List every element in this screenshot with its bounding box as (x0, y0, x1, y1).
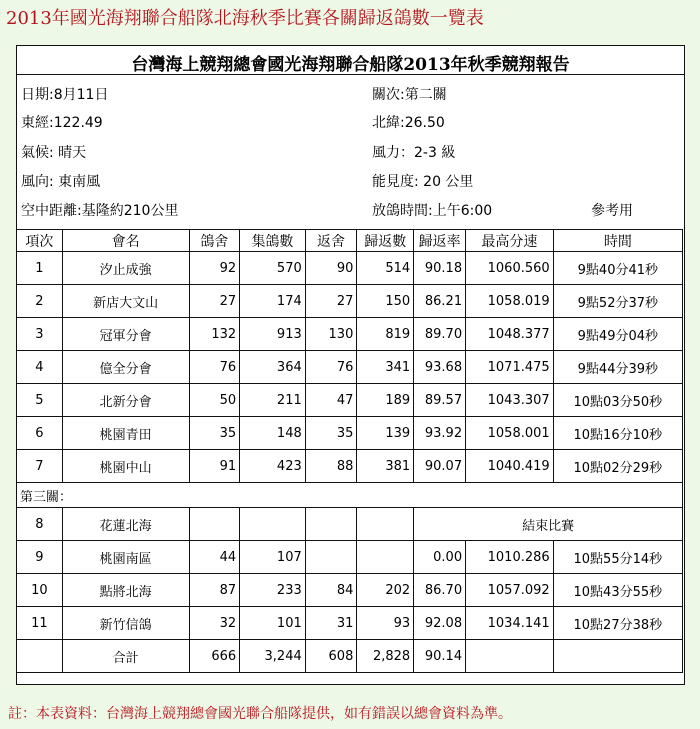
cell-name: 冠軍分會 (62, 318, 189, 351)
longitude-text: 東經:122.49 (21, 115, 103, 131)
cell-returned: 93 (357, 607, 414, 640)
cell-rate: 90.07 (414, 450, 466, 483)
cell-time: 9點40分41秒 (553, 252, 682, 285)
table-row (17, 541, 683, 574)
cell-rate: 89.70 (414, 318, 466, 351)
header-time: 時間 (553, 230, 682, 252)
cell-returned-lofts: 130 (305, 318, 357, 351)
cell-speed: 1048.377 (466, 318, 554, 351)
total-row (17, 640, 683, 673)
distance-text: 空中距離:基隆約210公里 (21, 203, 179, 219)
cell-returned: 139 (357, 417, 414, 450)
cell-pigeons: 570 (240, 252, 306, 285)
cell-returned: 189 (357, 384, 414, 417)
divider (17, 74, 684, 75)
cell-no: 4 (17, 351, 63, 384)
cell-returned-lofts: 90 (305, 252, 357, 285)
table-row (17, 508, 683, 541)
table-row (17, 384, 683, 417)
cell-name: 汐止成強 (62, 252, 189, 285)
cell-speed: 1057.092 (466, 574, 554, 607)
weather-text: 氣候: 晴天 (21, 145, 87, 161)
cell-name: 新店大文山 (62, 285, 189, 318)
cell-no (17, 640, 63, 673)
visibility-text: 能見度: 20 公里 (372, 174, 474, 190)
cell-speed (466, 640, 554, 673)
header-lofts: 鴿舍 (189, 230, 240, 252)
cell-time: 10點55分14秒 (553, 541, 682, 574)
cell-lofts: 50 (189, 384, 240, 417)
cell-no: 7 (17, 450, 63, 483)
footnote: 註：本表資料：台灣海上競翔總會國光聯合船隊提供，如有錯誤以總會資料為準。 (8, 706, 512, 722)
cell-pigeons: 364 (240, 351, 306, 384)
cell-returned (357, 541, 414, 574)
cell-returned (357, 508, 414, 541)
cell-speed: 1058.019 (466, 285, 554, 318)
cell-rate: 93.92 (414, 417, 466, 450)
header-returned-lofts: 返舍 (305, 230, 357, 252)
cell-returned: 150 (357, 285, 414, 318)
table-row (17, 252, 683, 285)
cell-speed: 1058.001 (466, 417, 554, 450)
header-speed: 最高分速 (466, 230, 554, 252)
cell-pigeons: 233 (240, 574, 306, 607)
cell-speed: 1060.560 (466, 252, 554, 285)
cell-no: 9 (17, 541, 63, 574)
cell-name: 億全分會 (62, 351, 189, 384)
cell-no: 1 (17, 252, 63, 285)
cell-returned: 341 (357, 351, 414, 384)
total-returned: 2,828 (357, 640, 414, 673)
cell-returned-lofts (305, 541, 357, 574)
cell-name: 桃園南區 (62, 541, 189, 574)
release-time-text: 放鴿時間:上午6:00 (372, 203, 493, 219)
table-row (17, 318, 683, 351)
report-title: 台灣海上競翔總會國光海翔聯合船隊2013年秋季競翔報告 (131, 55, 570, 75)
cell-rate: 90.18 (414, 252, 466, 285)
cell-time: 9點52分37秒 (553, 285, 682, 318)
table-row (17, 285, 683, 318)
header-returned: 歸返數 (357, 230, 414, 252)
cell-time: 10點27分38秒 (553, 607, 682, 640)
table-row (17, 351, 683, 384)
cell-no: 8 (17, 508, 63, 541)
cell-name: 桃園中山 (62, 450, 189, 483)
cell-no: 11 (17, 607, 63, 640)
cell-time: 9點44分39秒 (553, 351, 682, 384)
header-pigeons: 集鴿數 (240, 230, 306, 252)
cell-returned-lofts: 84 (305, 574, 357, 607)
table-row (17, 574, 683, 607)
total-rate: 90.14 (414, 640, 466, 673)
latitude-text: 北緯:26.50 (372, 115, 445, 131)
cell-name: 新竹信鴿 (62, 607, 189, 640)
page-title: 2013年國光海翔聯合船隊北海秋季比賽各關歸返鴿數一覽表 (6, 8, 484, 29)
cell-returned: 514 (357, 252, 414, 285)
cell-time: 10點02分29秒 (553, 450, 682, 483)
cell-pigeons: 101 (240, 607, 306, 640)
cell-returned-lofts: 76 (305, 351, 357, 384)
cell-returned-lofts: 88 (305, 450, 357, 483)
total-returned-lofts: 608 (305, 640, 357, 673)
cell-returned: 202 (357, 574, 414, 607)
cell-pigeons (240, 508, 306, 541)
header-no: 項次 (17, 230, 63, 252)
cell-no: 6 (17, 417, 63, 450)
results-table (16, 229, 683, 673)
cell-pigeons: 148 (240, 417, 306, 450)
cell-name: 桃園青田 (62, 417, 189, 450)
table-row (17, 607, 683, 640)
wind-force-text: 風力：2-3 級 (372, 145, 456, 161)
cell-rate: 86.21 (414, 285, 466, 318)
cell-time: 10點16分10秒 (553, 417, 682, 450)
race-ended-note: 結束比賽 (414, 508, 683, 541)
section-row (17, 483, 683, 508)
cell-name: 北新分會 (62, 384, 189, 417)
cell-lofts: 92 (189, 252, 240, 285)
cell-speed: 1043.307 (466, 384, 554, 417)
report-sheet (16, 45, 685, 685)
cell-returned-lofts: 35 (305, 417, 357, 450)
cell-time (553, 640, 682, 673)
cell-lofts: 132 (189, 318, 240, 351)
cell-returned-lofts (305, 508, 357, 541)
table-row (17, 417, 683, 450)
cell-rate: 89.57 (414, 384, 466, 417)
header-name: 會名 (62, 230, 189, 252)
cell-lofts (189, 508, 240, 541)
header-rate: 歸返率 (414, 230, 466, 252)
cell-returned: 819 (357, 318, 414, 351)
cell-name: 花蓮北海 (62, 508, 189, 541)
cell-lofts: 44 (189, 541, 240, 574)
cell-speed: 1071.475 (466, 351, 554, 384)
cell-lofts: 27 (189, 285, 240, 318)
total-pigeons: 3,244 (240, 640, 306, 673)
cell-no: 2 (17, 285, 63, 318)
cell-lofts: 32 (189, 607, 240, 640)
cell-returned-lofts: 31 (305, 607, 357, 640)
cell-speed: 1010.286 (466, 541, 554, 574)
cell-lofts: 35 (189, 417, 240, 450)
cell-pigeons: 423 (240, 450, 306, 483)
cell-returned-lofts: 27 (305, 285, 357, 318)
cell-no: 10 (17, 574, 63, 607)
cell-returned-lofts: 47 (305, 384, 357, 417)
cell-rate: 92.08 (414, 607, 466, 640)
table-row (17, 450, 683, 483)
cell-rate: 0.00 (414, 541, 466, 574)
cell-pigeons: 211 (240, 384, 306, 417)
cell-returned: 381 (357, 450, 414, 483)
cell-time: 9點49分04秒 (553, 318, 682, 351)
cell-pigeons: 913 (240, 318, 306, 351)
wind-direction-text: 風向: 東南風 (21, 174, 101, 190)
cell-rate: 86.70 (414, 574, 466, 607)
date-text: 日期:8月11日 (21, 87, 109, 103)
stage-text: 關次:第二關 (372, 87, 447, 103)
cell-no: 3 (17, 318, 63, 351)
cell-speed: 1034.141 (466, 607, 554, 640)
cell-no: 5 (17, 384, 63, 417)
cell-time: 10點43分55秒 (553, 574, 682, 607)
total-label: 合計 (62, 640, 189, 673)
reference-text: 參考用 (591, 203, 633, 219)
cell-speed: 1040.419 (466, 450, 554, 483)
cell-time: 10點03分50秒 (553, 384, 682, 417)
table-header-row (17, 230, 683, 252)
cell-lofts: 87 (189, 574, 240, 607)
total-lofts: 666 (189, 640, 240, 673)
cell-pigeons: 174 (240, 285, 306, 318)
cell-name: 點將北海 (62, 574, 189, 607)
cell-rate: 93.68 (414, 351, 466, 384)
section-label: 第三關： (17, 483, 683, 508)
cell-pigeons: 107 (240, 541, 306, 574)
cell-lofts: 91 (189, 450, 240, 483)
cell-lofts: 76 (189, 351, 240, 384)
